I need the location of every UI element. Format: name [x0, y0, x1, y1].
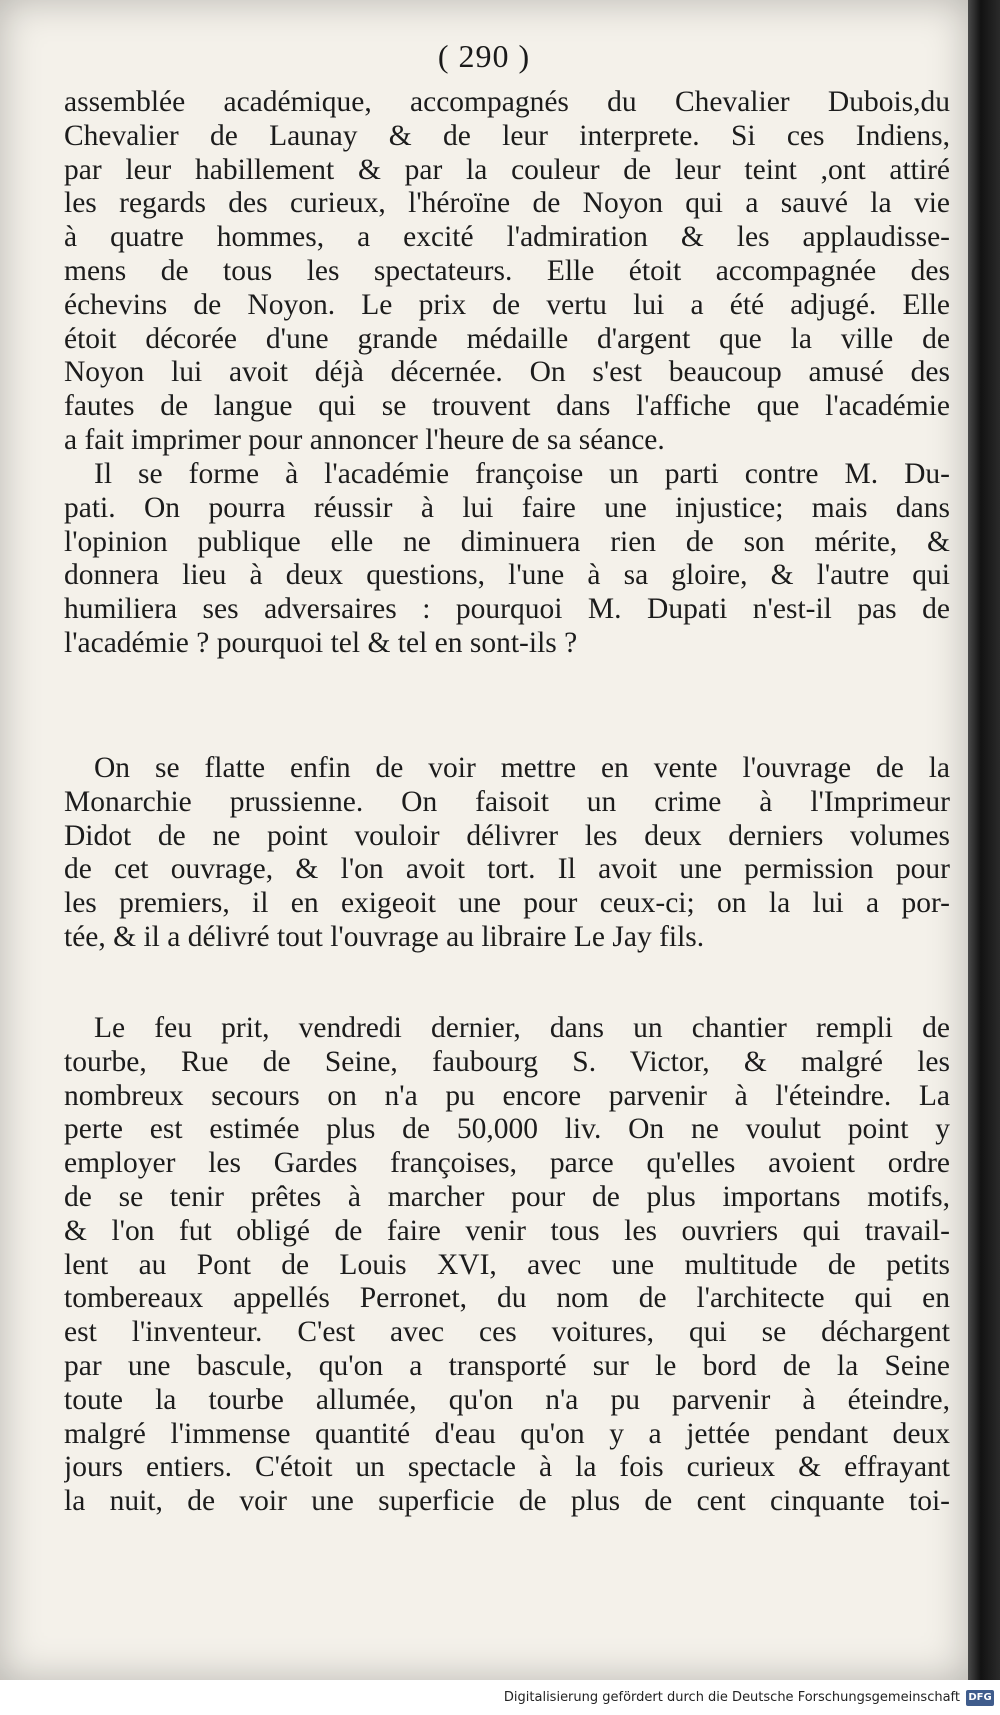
- text-line: à quatre hommes, a excité l'admiration & les applaudisse-: [64, 221, 950, 254]
- text-line: Noyon lui avoit déjà décernée. On s'est beaucoup amusé des: [64, 356, 950, 389]
- text-line: & l'on fut obligé de faire venir tous les ouvriers qui travail-: [64, 1214, 950, 1247]
- text-line: étoit décorée d'une grande médaille d'argent que la ville de: [64, 322, 950, 355]
- paragraph-dupati: [64, 458, 950, 661]
- text-line: On se flatte enfin de voir mettre en vente l'ouvrage de la: [94, 752, 950, 784]
- paragraph-monarchie: [64, 752, 950, 955]
- text-line: échevins de Noyon. Le prix de vertu lui a été adjugé. Elle: [64, 288, 950, 321]
- text-line: tombereaux appellés Perronet, du nom de l'architecte qui en: [64, 1282, 950, 1315]
- footer-credit: Digitalisierung gefördert durch die Deutsche Forschungsgemeinschaft: [503, 1690, 960, 1705]
- paragraph-academy: [64, 86, 950, 458]
- text-line: jours entiers. C'étoit un spectacle à la fois curieux & effrayant: [64, 1451, 950, 1484]
- text-line: tourbe, Rue de Seine, faubourg S. Victor, & malgré les: [64, 1045, 950, 1078]
- text-line: pati. On pourra réussir à lui faire une injustice; mais dans: [64, 491, 950, 524]
- text-line: employer les Gardes françoises, parce qu'elles avoient ordre: [64, 1147, 950, 1180]
- text-line: de cet ouvrage, & l'on avoit tort. Il avoit une permission pour: [64, 853, 950, 886]
- text-line: Didot de ne point vouloir délivrer les deux derniers volumes: [64, 819, 950, 852]
- text-line: nombreux secours on n'a pu encore parvenir à l'éteindre. La: [64, 1079, 950, 1112]
- text-line: Chevalier de Launay & de leur interprete. Si ces Indiens,: [64, 119, 950, 152]
- text-line: l'opinion publique elle ne diminuera rien de son mérite, &: [64, 525, 950, 558]
- text-line: l'académie ? pourquoi tel & tel en sont-ils ?: [64, 626, 578, 659]
- paragraph-fire: [64, 1012, 950, 1519]
- text-line: a fait imprimer pour annoncer l'heure de sa séance.: [64, 423, 665, 456]
- text-line: par une bascule, qu'on a transporté sur le bord de la Seine: [64, 1349, 950, 1382]
- text-line: la nuit, de voir une superficie de plus de cent cinquante toi-: [64, 1485, 950, 1518]
- dfg-logo-icon: DFG: [966, 1690, 994, 1706]
- book-spine: [968, 0, 1000, 1715]
- text-line: malgré l'immense quantité d'eau qu'on y a jettée pendant deux: [64, 1417, 950, 1450]
- text-line: humiliera ses adversaires : pourquoi M. Dupati n'est-il pas de: [64, 593, 950, 626]
- text-line: perte est estimée plus de 50,000 liv. On ne voulut point y: [64, 1113, 950, 1146]
- text-line: de se tenir prêtes à marcher pour de plus importans motifs,: [64, 1180, 950, 1213]
- digitization-footer: [0, 1680, 1000, 1715]
- text-line: mens de tous les spectateurs. Elle étoit accompagnée des: [64, 254, 950, 287]
- text-line: les regards des curieux, l'héroïne de Noyon qui a sauvé la vie: [64, 187, 950, 220]
- page-number: ( 290 ): [437, 38, 531, 74]
- text-line: Le feu prit, vendredi dernier, dans un chantier rempli de: [94, 1012, 950, 1044]
- text-line: les premiers, il en exigeoit une pour ceux-ci; on la lui a por-: [64, 887, 950, 920]
- text-line: assemblée académique, accompagnés du Chevalier Dubois,du: [64, 86, 950, 118]
- text-line: Il se forme à l'académie françoise un parti contre M. Du-: [94, 458, 950, 490]
- text-line: lent au Pont de Louis XVI, avec une multitude de petits: [64, 1248, 950, 1281]
- text-line: tée, & il a délivré tout l'ouvrage au libraire Le Jay fils.: [64, 920, 705, 953]
- text-line: toute la tourbe allumée, qu'on n'a pu parvenir à éteindre,: [64, 1383, 950, 1416]
- text-line: donnera lieu à deux questions, l'une à sa gloire, & l'autre qui: [64, 559, 950, 592]
- text-line: par leur habillement & par la couleur de leur teint ,ont attiré: [64, 153, 950, 186]
- text-line: fautes de langue qui se trouvent dans l'affiche que l'académie: [64, 390, 950, 423]
- text-line: est l'inventeur. C'est avec ces voitures, qui se déchargent: [64, 1316, 950, 1349]
- text-line: Monarchie prussienne. On faisoit un crime à l'Imprimeur: [64, 785, 950, 818]
